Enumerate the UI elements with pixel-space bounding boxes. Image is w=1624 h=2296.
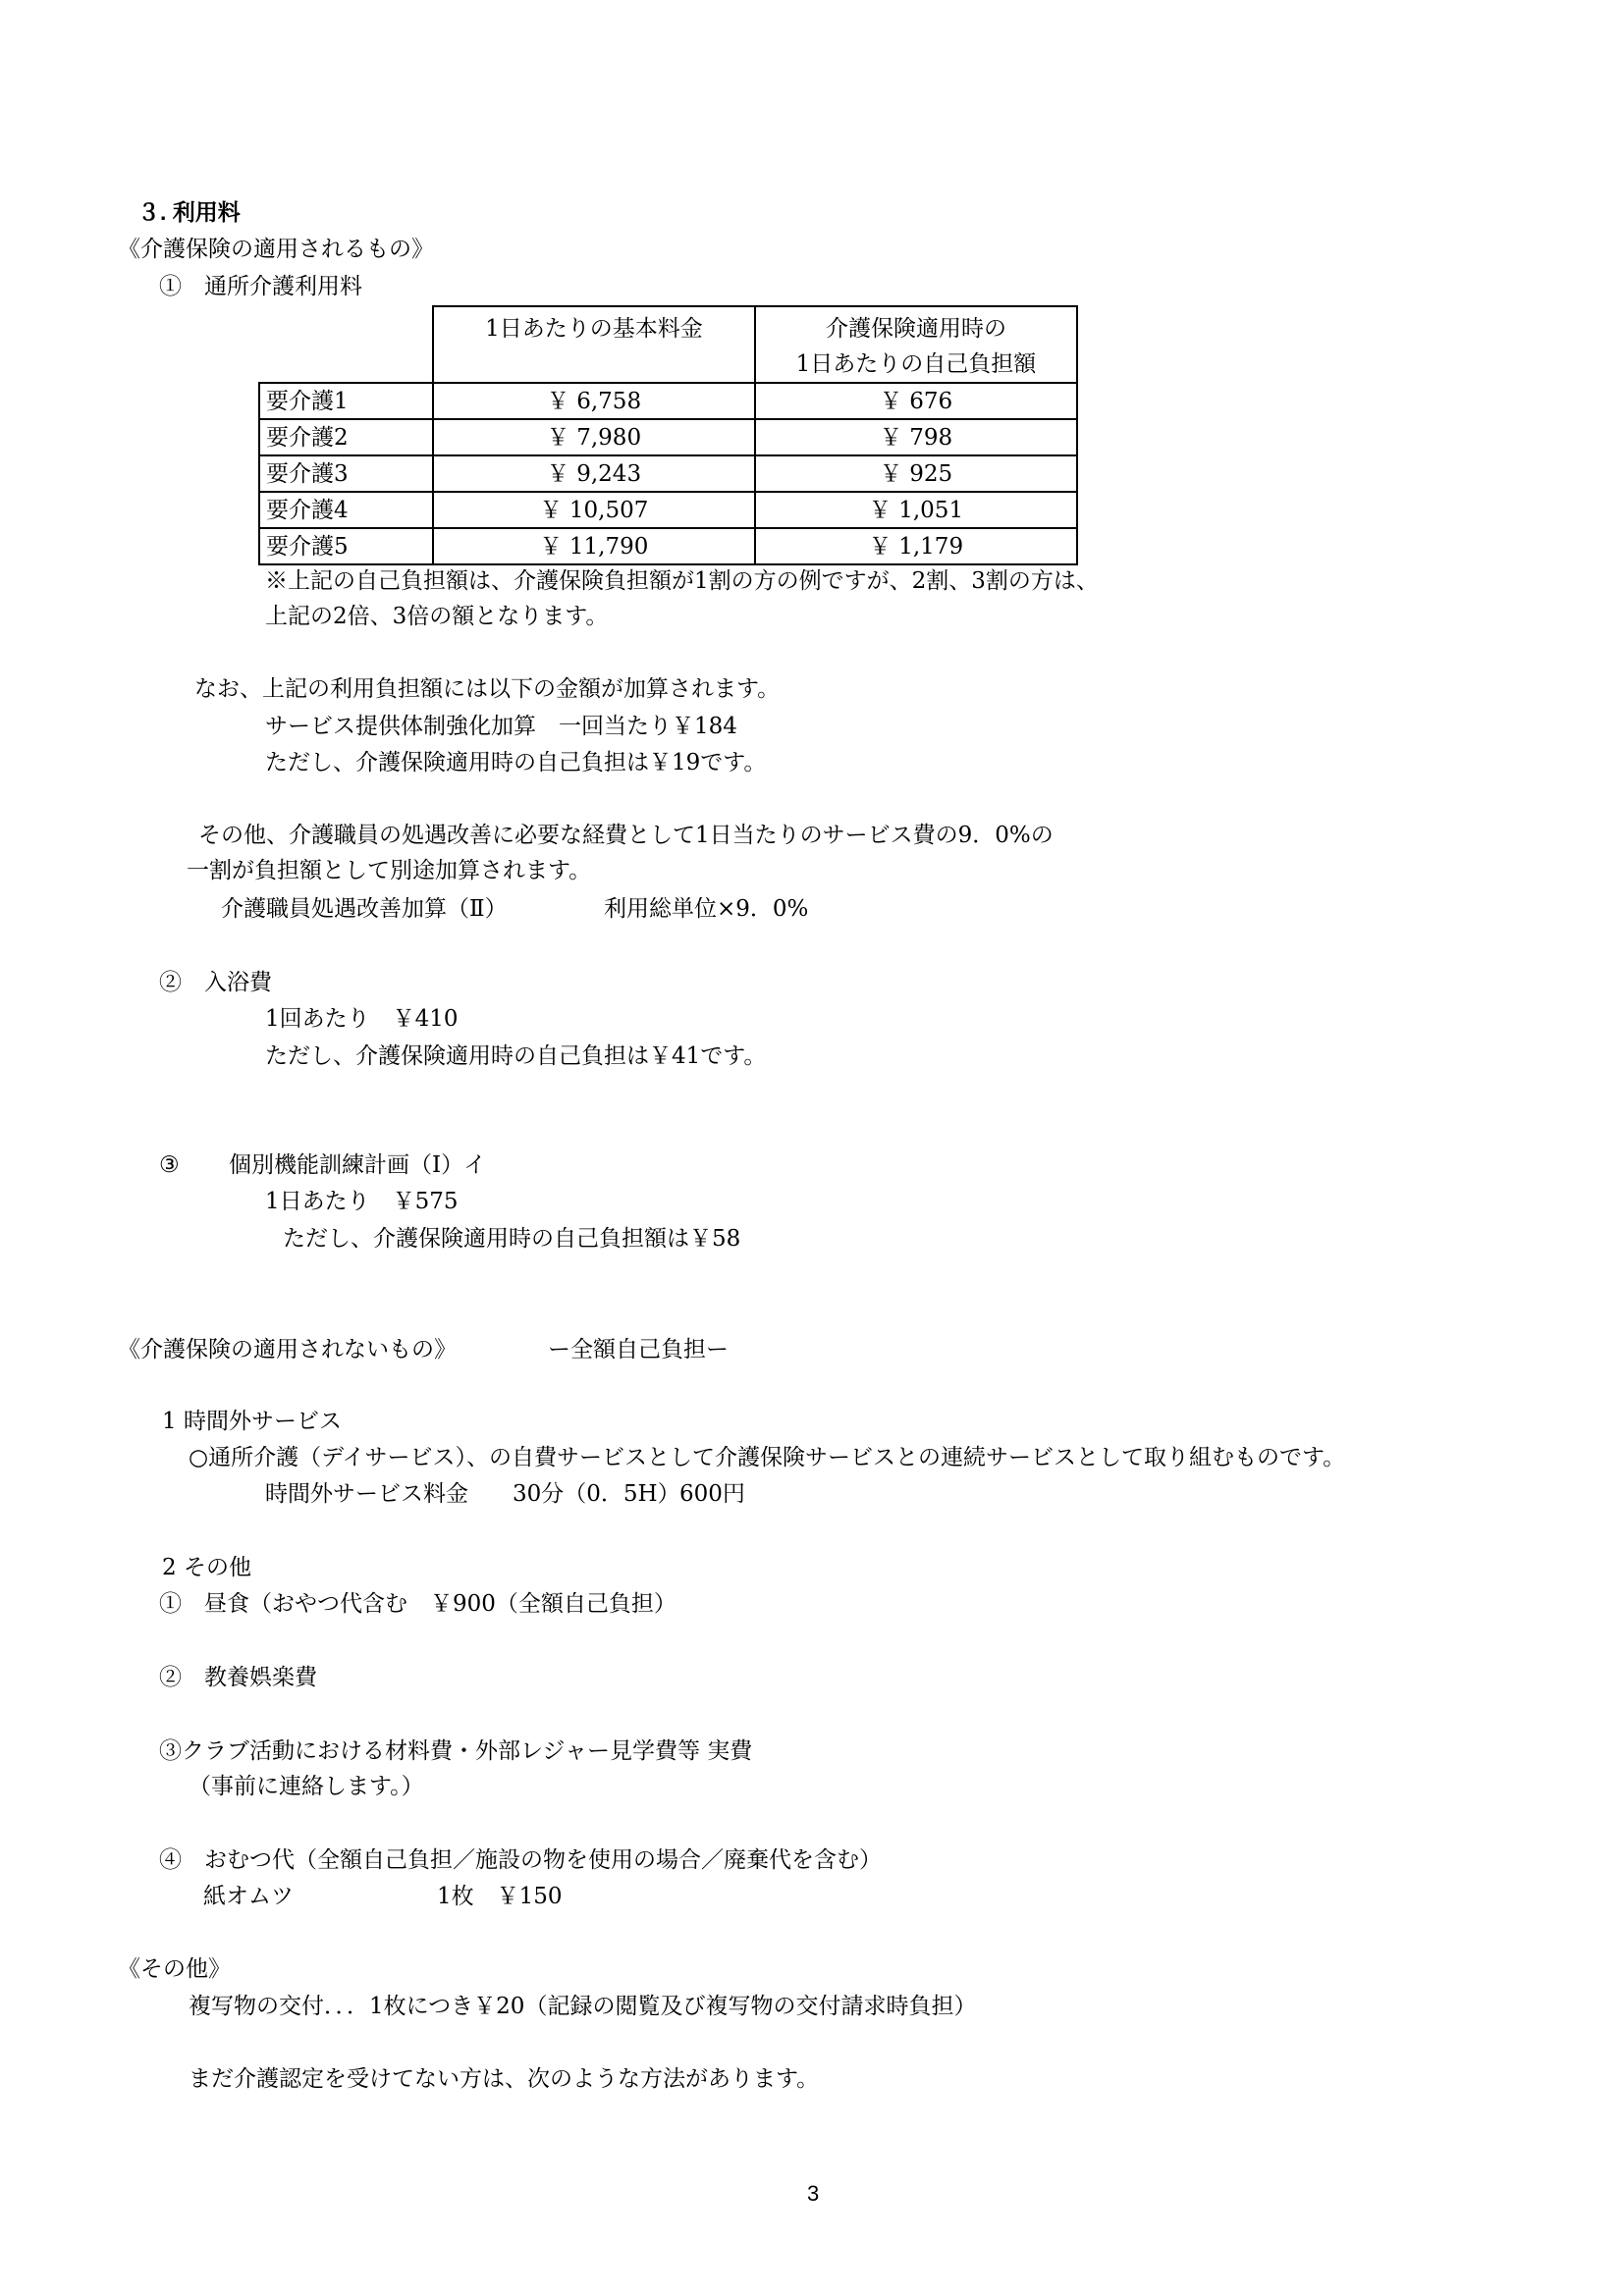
- care-level: 要介護5: [259, 528, 433, 564]
- misc-diaper: ④ おむつ代（全額自己負担／施設の物を使用の場合／廃棄代を含む）: [159, 1847, 882, 1873]
- overtime-fee-label: 時間外サービス料金: [265, 1481, 468, 1507]
- self-pay: ￥ 676: [755, 383, 1077, 419]
- misc-club-note: （事前に連絡します。）: [189, 1774, 424, 1799]
- self-pay: ￥ 925: [755, 455, 1077, 492]
- base-fee: ￥ 6,758: [433, 383, 755, 419]
- care-level: 要介護1: [259, 383, 433, 419]
- overtime-fee-time: 30分（0．5H）: [513, 1481, 680, 1507]
- note-line2: 上記の2倍、3倍の額となります。: [265, 604, 609, 629]
- base-fee: ￥ 11,790: [433, 528, 755, 564]
- misc-club: ③クラブ活動における材料費・外部レジャー見学費等 実費: [159, 1738, 753, 1764]
- others-certification: まだ介護認定を受けてない方は、次のような方法があります。: [189, 2066, 820, 2092]
- table-row: [259, 383, 1077, 419]
- self-pay: ￥ 1,179: [755, 528, 1077, 564]
- misc-recreation: ② 教養娯楽費: [159, 1665, 317, 1690]
- others-copy: 複写物の交付．．．1枚につき￥20（記録の閲覧及び複写物の交付請求時負担）: [189, 1994, 977, 2019]
- base-fee: ￥ 10,507: [433, 492, 755, 528]
- table-header-self: [755, 306, 1077, 383]
- overtime-fee-price: 600円: [679, 1481, 745, 1507]
- item3-line1: 1日あたり ￥575: [265, 1189, 459, 1214]
- overtime-desc: ○通所介護（デイサービス）、の自費サービスとして介護保険サービスとの連続サービスとして取り組むものです。: [189, 1445, 1346, 1470]
- item2-title: ② 入浴費: [159, 970, 272, 995]
- not-covered-subheading: ー全額自己負担ー: [548, 1337, 729, 1362]
- not-covered-heading: 《介護保険の適用されないもの》: [118, 1337, 457, 1362]
- care-level: 要介護2: [259, 419, 433, 455]
- covered-heading: 《介護保険の適用されるもの》: [118, 237, 434, 262]
- addition-self: ただし、介護保険適用時の自己負担は￥19です。: [265, 750, 767, 775]
- overtime-title: 1 時間外サービス: [162, 1409, 342, 1434]
- header-self-line2: 1日あたりの自己負担額: [795, 351, 1037, 377]
- addition-service: サービス提供体制強化加算 一回当たり￥184: [265, 714, 737, 739]
- table-row: [259, 492, 1077, 528]
- diaper-label: 紙オムツ: [203, 1884, 294, 1909]
- fee-table: [258, 305, 1078, 565]
- diaper-price: 1枚 ￥150: [437, 1884, 563, 1909]
- misc-title: 2 その他: [162, 1555, 251, 1580]
- page-number: 3: [807, 2181, 820, 2206]
- care-level: 要介護3: [259, 455, 433, 492]
- base-fee: ￥ 9,243: [433, 455, 755, 492]
- other-line1: その他、介護職員の処遇改善に必要な経費として1日当たりのサービス費の9．0%の: [198, 823, 1054, 848]
- self-pay: ￥ 1,051: [755, 492, 1077, 528]
- addition-intro: なお、上記の利用負担額には以下の金額が加算されます。: [194, 676, 781, 702]
- header-self-line1: 介護保険適用時の: [826, 316, 1006, 342]
- item3-title: 個別機能訓練計画（Ⅰ）イ: [229, 1152, 487, 1178]
- other-line3-value: 利用総単位×9．0%: [604, 896, 809, 922]
- section-title: ３. 利用料: [137, 199, 241, 225]
- other-line2: 一割が負担額として別途加算されます。: [187, 858, 592, 883]
- note-line1: ※上記の自己負担額は、介護保険負担額が1割の方の例ですが、2割、3割の方は、: [265, 568, 1099, 594]
- care-level: 要介護4: [259, 492, 433, 528]
- table-row: [259, 528, 1077, 564]
- table-header-empty: [259, 306, 433, 383]
- item3-num: ③: [159, 1152, 180, 1178]
- misc-lunch: ① 昼食（おやつ代含む ￥900（全額自己負担）: [159, 1591, 677, 1617]
- self-pay: ￥ 798: [755, 419, 1077, 455]
- item1-title: ① 通所介護利用料: [159, 274, 362, 299]
- table-row: [259, 419, 1077, 455]
- base-fee: ￥ 7,980: [433, 419, 755, 455]
- table-header-row: [259, 306, 1077, 383]
- others-heading: 《その他》: [118, 1956, 231, 1982]
- table-header-base: 1日あたりの基本料金: [433, 306, 755, 383]
- table-row: [259, 455, 1077, 492]
- item3-line2: ただし、介護保険適用時の自己負担額は￥58: [283, 1226, 741, 1252]
- item2-line2: ただし、介護保険適用時の自己負担は￥41です。: [265, 1043, 767, 1069]
- item2-line1: 1回あたり ￥410: [265, 1006, 459, 1032]
- other-line3-label: 介護職員処遇改善加算（Ⅱ）: [221, 896, 508, 922]
